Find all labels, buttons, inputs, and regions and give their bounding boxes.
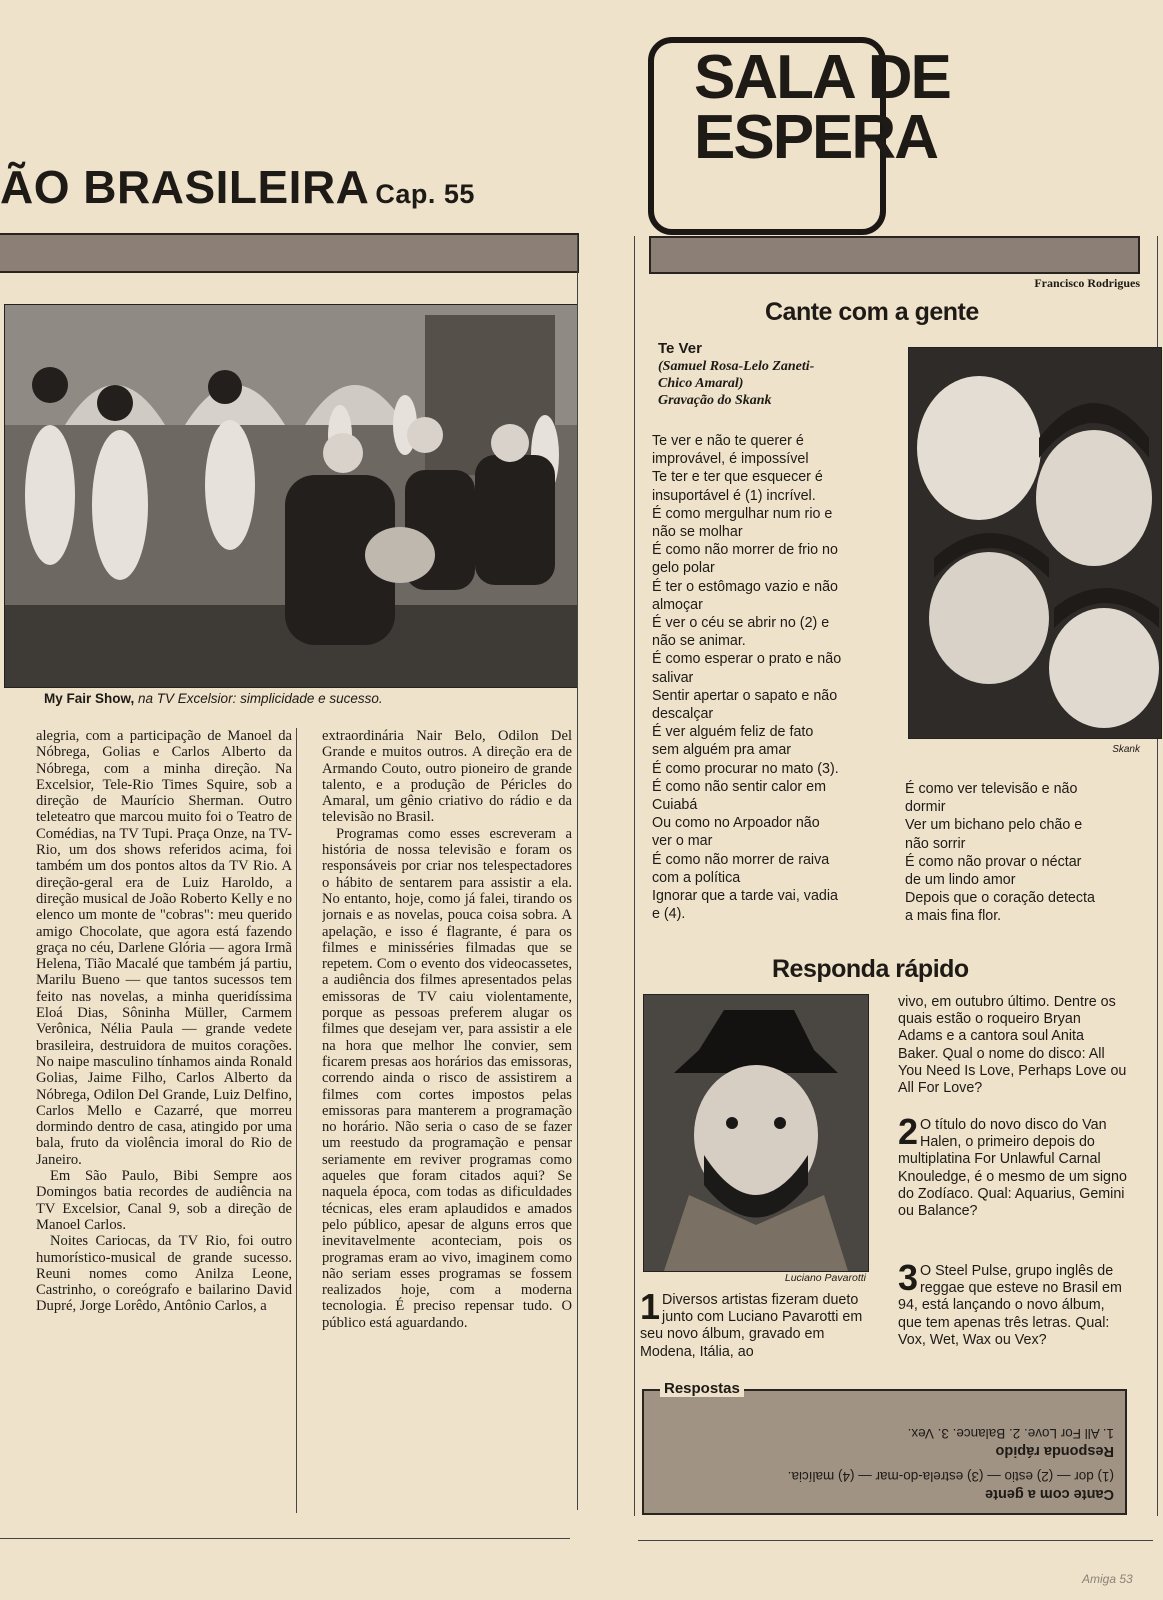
caption-text: na TV Excelsior: simplicidade e sucesso. <box>138 691 383 706</box>
skank-band-photo <box>908 347 1162 739</box>
credits-line: (Samuel Rosa-Lelo Zaneti- <box>658 359 815 374</box>
lyric-line: não se molhar <box>652 524 743 541</box>
lyric-line: É ver alguém feliz de fato <box>652 724 814 741</box>
skank-caption: Skank <box>1112 744 1140 755</box>
section-bar <box>649 236 1140 274</box>
lyric-line: e (4). <box>652 906 686 923</box>
lyric-line: improvável, é impossível <box>652 451 809 468</box>
question-number: 2 <box>898 1111 919 1152</box>
lyric-line: Sentir apertar o sapato e não <box>652 687 838 704</box>
column-divider <box>296 728 297 1513</box>
answer-text: (1) dor — (2) estio — (3) estrela-do-mar — (4) malícia. <box>787 1469 1114 1484</box>
lyric-line: ver o mar <box>652 833 713 850</box>
page-number: Amiga 53 <box>1082 1572 1133 1586</box>
chapter-label: Cap. 55 <box>375 179 475 209</box>
lyric-line: É como não morrer de frio no <box>652 542 838 559</box>
column-divider <box>634 236 635 1516</box>
pavarotti-photo <box>643 994 869 1272</box>
lyric-line: É como não sentir calor em <box>652 778 827 795</box>
lyric-line: a mais fina flor. <box>905 908 1002 925</box>
question-3 <box>898 1257 1128 1349</box>
article-column-2 <box>322 728 572 1508</box>
lyric-line: Ignorar que a tarde vai, vadia <box>652 888 838 905</box>
lyric-line: É como ver televisão e não <box>905 781 1078 797</box>
pavarotti-caption: Luciano Pavarotti <box>784 1272 866 1284</box>
question-1 <box>640 1286 872 1361</box>
lyric-line: gelo polar <box>652 560 715 577</box>
question-text: O Steel Pulse, grupo inglês de reggae que esteve no Brasil em 94, está lançando o novo álbum, que tem apenas três letras. Qual: Vox, Wet, Wax ou Vex? <box>898 1263 1122 1348</box>
upside-down-answers <box>652 1398 1114 1503</box>
lyric-line: não se animar. <box>652 633 746 650</box>
responda-heading: Responda rápido <box>772 955 969 983</box>
author-byline: Francisco Rodrigues <box>1034 276 1140 290</box>
credits-line: Chico Amaral) <box>658 376 744 391</box>
lyric-line: Depois que o coração detecta <box>905 890 1095 907</box>
credits-line: Gravação do Skank <box>658 393 772 408</box>
lyric-line: dormir <box>905 799 946 816</box>
logo-line: ESPERA <box>694 103 937 172</box>
lyrics-column-1 <box>652 432 880 923</box>
footer-rule <box>638 1540 1153 1541</box>
question-1-continued <box>898 994 1128 1097</box>
my-fair-show-photo <box>4 304 578 688</box>
lyric-line: descalçar <box>652 706 714 723</box>
cante-heading: Cante com a gente <box>765 298 979 326</box>
paragraph: Programas como esses escreveram a história de nossa televisão e foram os responsáveis por criar nos telespectadores o hábito de sentarem para assistir a ela. No entanto, hoje, como já falei, tirando os jornais e as novelas, pouca coisa sobra. A apelação, e isso é flagrante, é para os filmes e minisséries filmadas que se repetem. Com o evento dos videocassetes, a audiência dos filmes apresentados pelas emissoras de TV caiu violentamente, porque as pessoas preferem alugar os filmes que desejam ver, para assistir a ele na hora que melhor lhe convier, sem ficarem presas aos horários das emissoras, correndo ainda o risco de assistirem a filmes com cortes impostos pelas emissoras para manterem a programação no horário. Não seria o caso de se fazer um reestudo da programação e pensar seriamente em reviver programas como aqueles que foram citados aqui? Se naquela época, com todas as dificuldades técnicas, eles eram aplaudidos e amados pelo público, apesar de alguns erros que inevitavelmente aconteciam, pois os programas eram ao vivo, imaginem como não seriam esses programas se fossem realizados hoje, com a moderna tecnologia. É preciso repensar tudo. O público está aguardando. <box>322 825 572 1331</box>
lyrics-column-2 <box>905 780 1157 926</box>
lyric-line: Te ver e não te querer é <box>652 433 804 449</box>
column-divider <box>577 235 578 1510</box>
lyric-line: almoçar <box>652 596 703 613</box>
lyric-line: É como procurar no mato (3). <box>652 760 839 777</box>
paragraph: extraordinária Nair Belo, Odilon Del Grande e muitos outros. A direção era de Armando Couto, outro pioneiro de grande talento, e a produção de Péricles do Amaral, um gênio criativo do rádio e da televisão no Brasil. <box>322 728 572 826</box>
lyric-line: Te ter e ter que esquecer é <box>652 469 823 486</box>
lyric-line: Ver um bichano pelo chão e <box>905 817 1083 834</box>
lyric-line: não sorrir <box>905 835 966 852</box>
lyric-line: com a política <box>652 869 741 886</box>
question-text: O título do novo disco do Van Halen, o primeiro depois do multiplatina For Unlawful Carnal Knouledge, é o mesmo de um signo do Zodíaco. Qual: Aquarius, Gemini ou Balance? <box>898 1117 1127 1220</box>
song-credits <box>658 358 898 409</box>
logo-line: SALA DE <box>694 43 950 112</box>
question-text: Diversos artistas fizeram dueto junto com Luciano Pavarotti em seu novo álbum, gravado em Modena, Itália, ao <box>640 1292 863 1360</box>
lyric-line: É ter o estômago vazio e não <box>652 578 838 595</box>
lyric-line: É como esperar o prato e não <box>652 651 842 668</box>
title-bar <box>0 233 579 273</box>
paragraph: alegria, com a participação de Manoel da Nóbrega, Golias e Carlos Alberto da Nóbrega, com a minha direção. Na Excelsior, Tele-Rio Times Squire, sob a direção de Maurício Sherman. Outro teleteatro que marcou muito foi o Teatro de Comédias, na TV Tupi. Praça Onze, na TV-Rio, um dos shows referidos acima, foi também um dos pontos altos da TV Rio. A direção-geral era de Luiz Haroldo, a direção musical de João Roberto Kelly e no elenco um monte de "cobras": meu querido amigo Chocolate, que agora está fazendo graça no céu, Darlene Glória — agora Irmã Helena, Tião Macalé que também já partiu, Marilu Bueno — que tantos sucessos tem feito nas novelas, a minha queridíssima Eloá Dias, Sôninha Müller, Carmem Verônica, Nélia Paula — grande vedete brasileira, destruidora de muitos corações. No naipe masculino tínhamos ainda Ronald Golias, Jaime Filho, Carlos Alberto da Nóbrega, Odilon Del Grande, Luiz Delfino, Carlos Mello e Cazarré, que morreu dormindo dentro de casa, atingido por uma bala, fruto da violência imoral do Rio de Janeiro. <box>36 728 292 1168</box>
answer-heading: Responda rápido <box>995 1443 1114 1459</box>
paragraph: Em São Paulo, Bibi Sempre aos Domingos batia recordes de audiência na TV Excelsior, Canal 9, sob a direção de Manoel Carlos. <box>36 1168 292 1233</box>
lyric-line: sem alguém pra amar <box>652 742 792 759</box>
question-number: 3 <box>898 1257 919 1298</box>
answer-text: 1. All For Love. 2. Balance. 3. Vex. <box>907 1426 1114 1441</box>
lyric-line: É ver o céu se abrir no (2) e <box>652 615 830 632</box>
caption-show-name: My Fair Show, <box>44 691 135 706</box>
paragraph: Noites Cariocas, da TV Rio, foi outro humorístico-musical de grande sucesso. Reuni nomes como Anilza Leone, Castrinho, o coreógrafo e bailarino David Dupré, Jorge Lorêdo, Antônio Carlos, a <box>36 1233 292 1315</box>
song-title: Te Ver <box>658 340 702 357</box>
lyric-line: de um lindo amor <box>905 872 1016 889</box>
article-column-1 <box>36 728 292 1508</box>
lyric-line: É como mergulhar num rio e <box>652 505 833 522</box>
lyric-line: É como não provar o néctar <box>905 853 1082 870</box>
lyric-line: Ou como no Arpoador não <box>652 815 820 832</box>
question-2 <box>898 1111 1128 1220</box>
photo-caption <box>44 691 574 706</box>
article-title <box>0 160 600 220</box>
title-text: ÃO BRASILEIRA <box>0 161 370 213</box>
answer-heading: Cante com a gente <box>985 1486 1114 1502</box>
lyric-line: É como não morrer de raiva <box>652 851 830 868</box>
answers-label: Respostas <box>660 1380 744 1397</box>
sala-de-espera-logo <box>694 43 974 172</box>
lyric-line: salivar <box>652 669 694 686</box>
footer-rule <box>0 1538 570 1539</box>
lyric-line: insuportável é (1) incrível. <box>652 487 816 504</box>
question-number: 1 <box>640 1286 661 1327</box>
question-text: vivo, em outubro último. Dentre os quais estão o roqueiro Bryan Adams e a cantora soul Anita Baker. Qual o nome do disco: All You Need Is Love, Perhaps Love ou All For Love? <box>898 994 1127 1097</box>
lyric-line: Cuiabá <box>652 797 698 814</box>
